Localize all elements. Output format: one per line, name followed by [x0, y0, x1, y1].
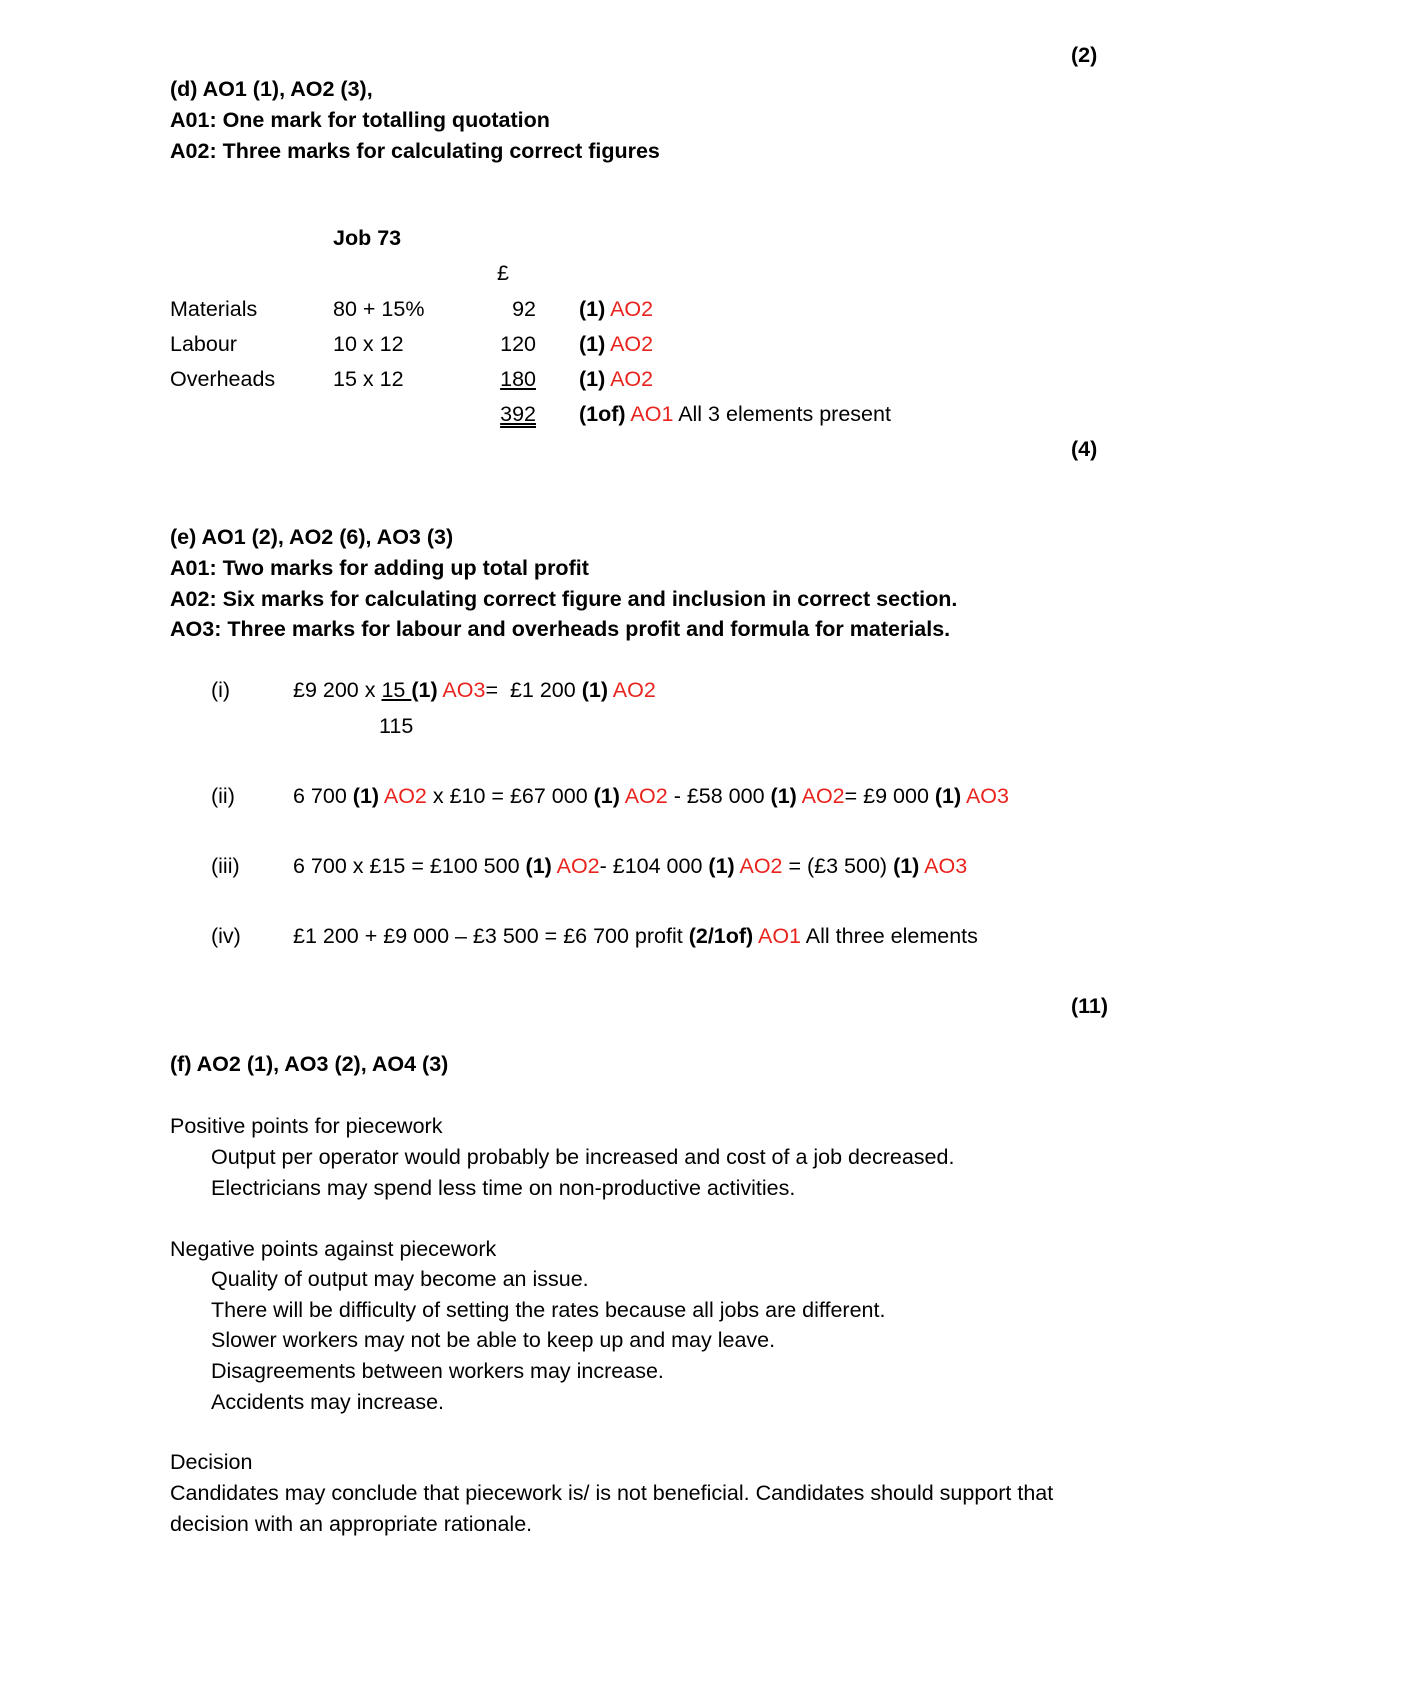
mark: (1) [708, 854, 735, 878]
mark: (1) [593, 784, 620, 808]
section-f-heading: (f) AO2 (1), AO3 (2), AO4 (3) [170, 1052, 449, 1076]
fraction-numerator: 15 [381, 678, 412, 702]
row-label: Materials [170, 297, 258, 321]
row-mark: (1) [579, 332, 606, 356]
calc-text: 6 700 [293, 784, 353, 808]
ao-tag: AO2 [796, 784, 845, 808]
fraction-denominator: 115 [379, 714, 414, 738]
ao-tag: AO3 [919, 854, 968, 878]
ao-tag: AO1 [753, 924, 802, 948]
section-d-heading: (d) AO1 (1), AO2 (3), [170, 77, 373, 101]
marks-total-e: (11) [1071, 994, 1109, 1018]
row-ao: AO2 [610, 332, 654, 356]
row-value: 180 [500, 367, 536, 391]
ao-tag: AO2 [734, 854, 783, 878]
mark: (1) [352, 784, 380, 808]
row-mark: (1) [579, 367, 606, 391]
ao-tag: AO2 [619, 784, 668, 808]
positive-title: Positive points for piecework [170, 1114, 443, 1138]
calc-text: - £58 000 [667, 784, 771, 808]
ao-tag: AO2 [607, 678, 656, 702]
section-e-ao3: AO3: Three marks for labour and overheads profit and formula for materials. [170, 617, 951, 641]
marks-total-c: (2) [1071, 43, 1098, 67]
mark: (1) [581, 678, 608, 702]
section-d-ao1: A01: One mark for totalling quotation [170, 108, 550, 132]
currency-header: £ [497, 261, 509, 285]
row-calc: 10 x 12 [333, 332, 404, 356]
total-note: All 3 elements present [673, 402, 891, 426]
ao-tag: AO2 [379, 784, 427, 808]
decision-text: Candidates may conclude that piecework is/ is not beneficial. Candidates should support that [170, 1481, 1054, 1505]
section-e-ao2: A02: Six marks for calculating correct figure and inclusion in correct section. [170, 587, 958, 611]
total-mark: (1of) [579, 402, 626, 426]
section-e-heading: (e) AO1 (2), AO2 (6), AO3 (3) [170, 525, 454, 549]
calc-text: 6 700 x £15 = £100 500 [293, 854, 526, 878]
negative-point: There will be difficulty of setting the rates because all jobs are different. [211, 1298, 886, 1322]
positive-point: Output per operator would probably be increased and cost of a job decreased. [211, 1145, 955, 1169]
positive-point: Electricians may spend less time on non-productive activities. [211, 1176, 796, 1200]
calc-text: x £10 = £67 000 [426, 784, 594, 808]
calc-text: £1 200 + £9 000 – £3 500 = £6 700 profit [293, 924, 689, 948]
decision-title: Decision [170, 1450, 253, 1474]
mark: (1) [893, 854, 920, 878]
total-value: 392 [500, 402, 536, 426]
row-mark: (1) [579, 297, 606, 321]
mark: (1) [411, 678, 438, 702]
ao-tag: AO3 [961, 784, 1009, 808]
item-label: (ii) [211, 784, 235, 808]
section-d-ao2: A02: Three marks for calculating correct figures [170, 139, 660, 163]
negative-point: Disagreements between workers may increase. [211, 1359, 664, 1383]
total-ao: AO1 [630, 402, 674, 426]
negative-point: Accidents may increase. [211, 1390, 445, 1414]
ao-tag: AO3 [437, 678, 486, 702]
section-e-ao1: A01: Two marks for adding up total profit [170, 556, 589, 580]
row-label: Labour [170, 332, 237, 356]
item-label: (iii) [211, 854, 240, 878]
mark: (1) [770, 784, 797, 808]
job-title: Job 73 [333, 226, 402, 250]
mark: (1) [934, 784, 962, 808]
row-label: Overheads [170, 367, 276, 391]
decision-text: decision with an appropriate rationale. [170, 1512, 533, 1536]
ao-tag: AO2 [551, 854, 600, 878]
mark: (2/1of) [688, 924, 754, 948]
marks-total-d: (4) [1071, 437, 1098, 461]
row-value: 92 [512, 297, 536, 321]
item-label: (iv) [211, 924, 241, 948]
calc-text: = (£3 500) [782, 854, 894, 878]
negative-point: Slower workers may not be able to keep up and may leave. [211, 1328, 776, 1352]
calc-text: - £104 000 [599, 854, 709, 878]
row-value: 120 [500, 332, 536, 356]
row-calc: 80 + 15% [333, 297, 425, 321]
row-calc: 15 x 12 [333, 367, 404, 391]
row-ao: AO2 [610, 297, 654, 321]
calc-text: £9 200 x [293, 678, 382, 702]
negative-point: Quality of output may become an issue. [211, 1267, 589, 1291]
row-ao: AO2 [610, 367, 654, 391]
item-label: (i) [211, 678, 231, 702]
calc-text: = £9 000 [844, 784, 935, 808]
negative-title: Negative points against piecework [170, 1237, 497, 1261]
calc-text: = £1 200 [485, 678, 582, 702]
calc-text: All three elements [801, 924, 978, 948]
mark: (1) [525, 854, 552, 878]
